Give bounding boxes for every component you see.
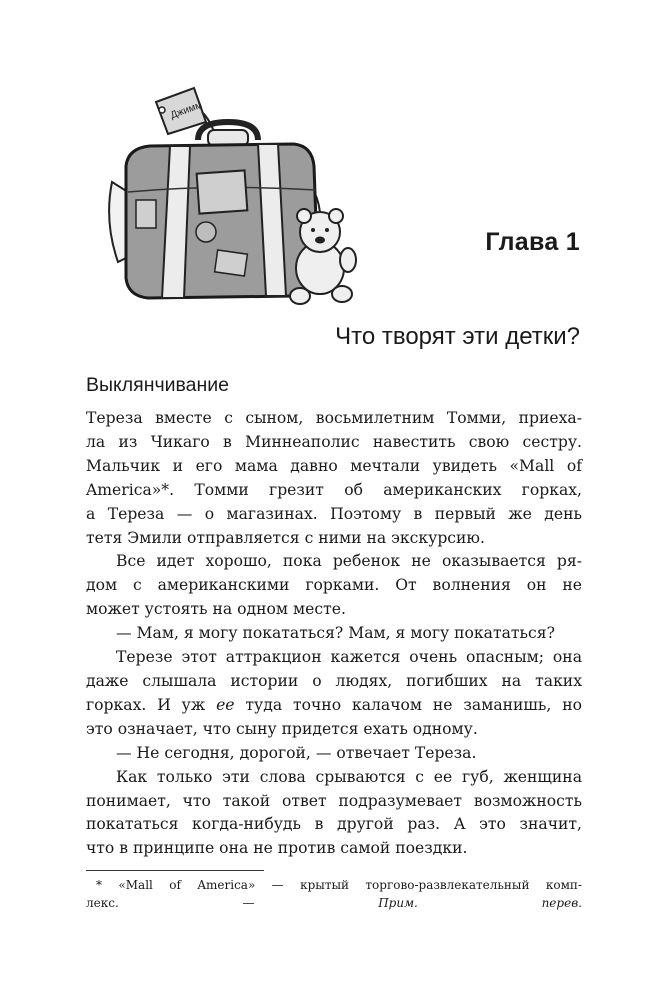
body-text	[86, 407, 582, 861]
text-line: Как только эти слова срываются с ее губ, женщина	[116, 767, 582, 786]
text-line: покататься когда-нибудь в другой раз. А это значит,	[86, 815, 582, 834]
text-line: это означает, что сыну придется ехать одному.	[86, 719, 478, 738]
footnote	[86, 876, 582, 912]
chapter-title: Что творят эти детки?	[335, 323, 580, 350]
footnote-divider	[86, 870, 264, 871]
text-line: America»*. Томми грезит об американских горках,	[86, 480, 582, 499]
text-line: даже слышала истории о людях, погибших на таких	[86, 671, 582, 690]
text-line: — Мам, я могу покататься? Мам, я могу покататься?	[116, 624, 555, 643]
text-line: — Не сегодня, дорогой, — отвечает Тереза.	[116, 743, 477, 762]
tag-label: Джимм	[169, 99, 204, 122]
text-line: тетя Эмили отправляется с ними на экскурсию.	[86, 528, 485, 547]
footnote-line: лекс. — Прим. перев.	[86, 896, 582, 910]
emphasis: ее	[216, 695, 235, 714]
text-line: горках. И уж ее туда точно калачом не заманишь, но	[86, 695, 583, 714]
footnote-line: * «Mall of America» — крытый торгово-развлекательный комп-	[96, 878, 582, 892]
text-line: Мальчик и его мама давно мечтали увидеть «Mall of	[86, 456, 582, 475]
text-line: а Тереза — о магазинах. Поэтому в первый же день	[86, 504, 582, 523]
text-line: Все идет хорошо, пока ребенок не оказывается ря-	[116, 552, 582, 571]
text-line: что в принципе она не против самой поездки.	[86, 839, 468, 858]
text-line: дом с американскими горками. От волнения он не	[86, 576, 582, 595]
text-line: может устоять на одном месте.	[86, 600, 346, 619]
text-line: ла из Чикаго в Миннеаполис навестить свою сестру.	[86, 432, 582, 451]
footnote-italic: Прим. перев.	[378, 896, 582, 910]
chapter-label: Глава 1	[485, 228, 580, 256]
text-line: Терезе этот аттракцион кажется очень опасным; она	[116, 648, 582, 667]
section-heading: Выклянчивание	[86, 374, 230, 396]
text-line: понимает, что такой ответ подразумевает возможность	[86, 791, 582, 810]
text-line: Тереза вместе с сыном, восьмилетним Томми, приеха-	[86, 409, 582, 427]
suitcase-illustration	[98, 72, 360, 312]
